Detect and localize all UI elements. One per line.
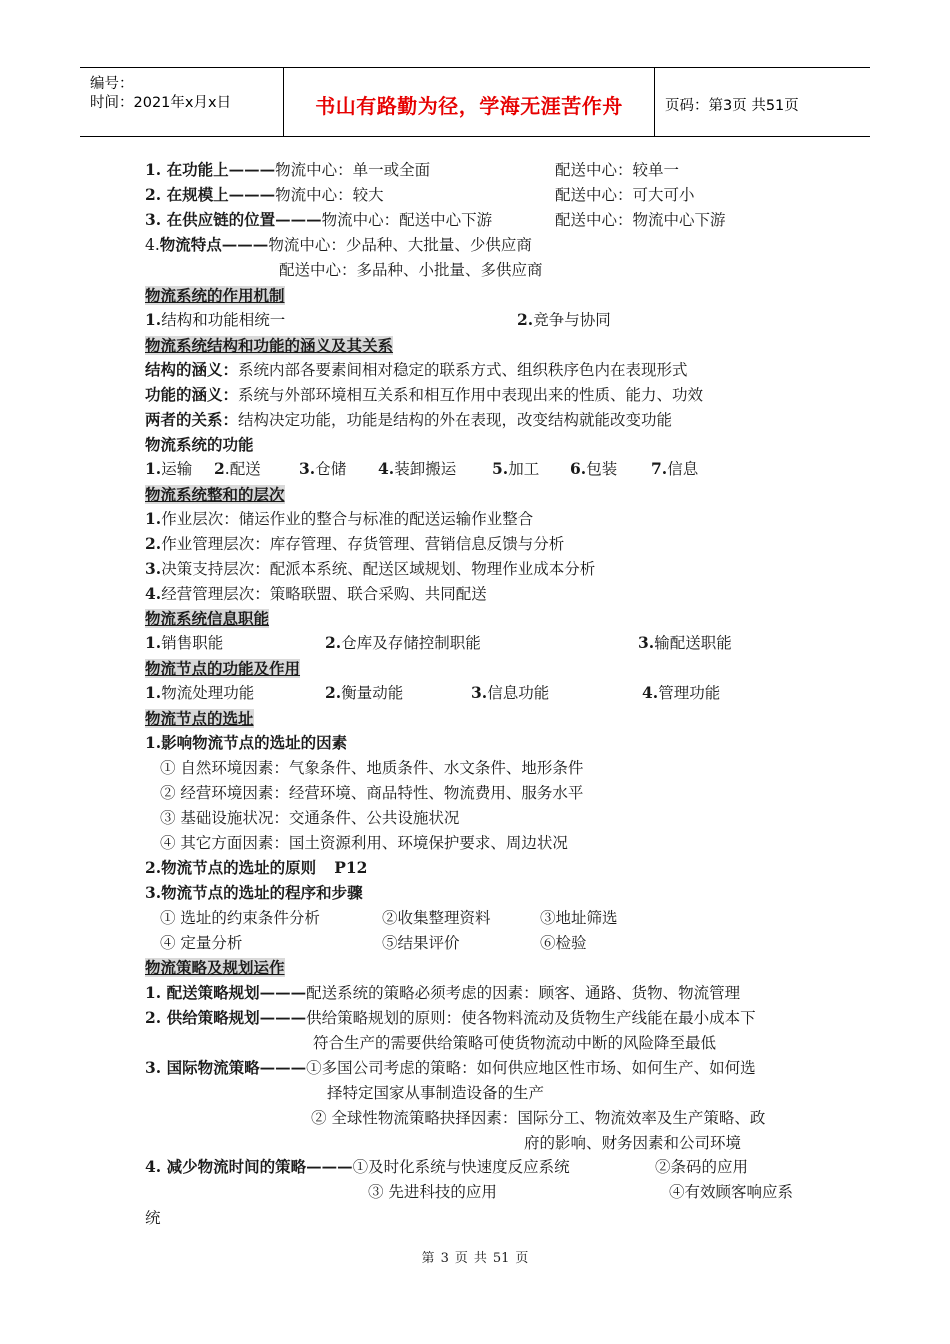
section-heading: 物流节点的功能及作用 (145, 659, 301, 678)
list-item: ②收集整理资料 (382, 909, 491, 927)
section-heading: 物流系统信息职能 (145, 609, 270, 628)
list-item: 1.销售职能 (145, 633, 224, 652)
comparison-row: 1. 在功能上———物流中心：单一或全面 (145, 160, 431, 179)
motto: 书山有路勤为径，学海无涯苦作舟 (315, 94, 623, 118)
definition-row: 功能的涵义：系统与外部环境相互关系和相互作用中表现出来的性质、能力、功效 (145, 385, 704, 404)
comparison-row: 配送中心：多品种、小批量、多供应商 (279, 261, 543, 279)
list-item: 2.作业管理层次：库存管理、存货管理、营销信息反馈与分析 (145, 534, 565, 553)
comparison-right: 配送中心：较单一 (555, 161, 680, 179)
list-item: ⑤结果评价 (382, 934, 460, 952)
definition-row: 结构的涵义：系统内部各要素间相对稳定的联系方式、组织秩序色内在表现形式 (145, 360, 688, 379)
list-item: 3.决策支持层次：配派本系统、配送区域规划、物理作业成本分析 (145, 559, 596, 578)
strategy-item: 4. 减少物流时间的策略———①及时化系统与快速度反应系统 (145, 1157, 570, 1176)
section-heading: 物流系统的作用机制 (145, 286, 285, 305)
section-heading: 物流系统整和的层次 (145, 485, 285, 504)
page-footer: 第 3 页 共 51 页 (421, 1251, 529, 1266)
strategy-continuation: 统 (145, 1209, 161, 1227)
section-heading: 物流系统结构和功能的涵义及其关系 (145, 336, 394, 355)
list-item: 1.结构和功能相统一 (145, 310, 286, 329)
subheading: 3.物流节点的选址的程序和步骤 (145, 883, 363, 902)
list-item: ④ 定量分析 (160, 934, 243, 952)
list-item: ② 经营环境因素：经营环境、商品特性、物流费用、服务水平 (160, 784, 584, 802)
page-indicator: 页码：第3页 共51页 (665, 98, 799, 114)
list-item: 4.装卸搬运 (378, 459, 457, 478)
list-item: 1.物流处理功能 (145, 683, 255, 702)
comparison-row: 2. 在规模上———物流中心：较大 (145, 185, 384, 204)
comparison-row: 4.物流特点———物流中心：少品种、大批量、少供应商 (145, 235, 532, 254)
list-item: 4.管理功能 (642, 683, 721, 702)
comparison-right: 配送中心：可大可小 (555, 186, 695, 204)
header-info-cell (80, 68, 284, 136)
list-item: 2.衡量动能 (325, 683, 404, 702)
section-heading: 物流策略及规划运作 (145, 958, 285, 977)
strategy-subitem: ②条码的应用 (655, 1158, 749, 1176)
document-number: 编号： (90, 76, 134, 92)
list-item: 7.信息 (651, 459, 699, 478)
strategy-subitem: ③ 先进科技的应用 (368, 1183, 497, 1201)
strategy-item: 3. 国际物流策略———①多国公司考虑的策略：如何供应地区性市场、如何生产、如何选 (145, 1058, 756, 1077)
document-date: 时间：2021年x月x日 (90, 95, 232, 111)
definition-row: 两者的关系：结构决定功能，功能是结构的外在表现，改变结构就能改变功能 (145, 410, 673, 429)
comparison-right: 配送中心：物流中心下游 (555, 211, 726, 229)
subheading: 2.物流节点的选址的原则 P12 (145, 858, 368, 877)
list-item: 2.竞争与协同 (517, 310, 611, 329)
strategy-continuation: 府的影响、财务因素和公司环境 (524, 1134, 742, 1152)
strategy-subitem: ④有效顾客响应系 (669, 1183, 794, 1201)
list-item: ④ 其它方面因素：国土资源利用、环境保护要求、周边状况 (160, 834, 568, 852)
list-item: 1.作业层次：储运作业的整合与标准的配送运输作业整合 (145, 509, 534, 528)
list-item: 4.经营管理层次：策略联盟、联合采购、共同配送 (145, 584, 487, 603)
header-page-cell (655, 68, 870, 136)
strategy-continuation: ② 全球性物流策略抉择因素：国际分工、物流效率及生产策略、政 (311, 1109, 766, 1127)
list-item: 1.运输 (145, 459, 193, 478)
header-motto-cell (284, 68, 655, 136)
list-item: 2.配送 (214, 459, 261, 478)
subheading: 1.影响物流节点的选址的因素 (145, 733, 348, 752)
list-item: 5.加工 (492, 459, 540, 478)
list-item: 3.仓储 (299, 459, 347, 478)
list-item: ⑥检验 (540, 934, 587, 952)
list-item: ③ 基础设施状况：交通条件、公共设施状况 (160, 809, 460, 827)
list-item: ① 自然环境因素：气象条件、地质条件、水文条件、地形条件 (160, 759, 584, 777)
section-heading: 物流节点的选址 (145, 709, 254, 728)
section-heading: 物流系统的功能 (145, 435, 254, 454)
strategy-item: 2. 供给策略规划———供给策略规划的原则：使各物料流动及货物生产线能在最小成本下 (145, 1008, 756, 1027)
list-item: ① 选址的约束条件分析 (160, 909, 320, 927)
comparison-row: 3. 在供应链的位置———物流中心：配送中心下游 (145, 210, 493, 229)
strategy-continuation: 符合生产的需要供给策略可使货物流动中断的风险降至最低 (313, 1034, 717, 1052)
page-header (80, 67, 870, 137)
list-item: 2.仓库及存储控制职能 (325, 633, 481, 652)
list-item: 3.输配送职能 (638, 633, 732, 652)
strategy-continuation: 择特定国家从事制造设备的生产 (327, 1084, 545, 1102)
list-item: 6.包装 (570, 459, 618, 478)
list-item: ③地址筛选 (540, 909, 618, 927)
list-item: 3.信息功能 (471, 683, 550, 702)
strategy-item: 1. 配送策略规划———配送系统的策略必须考虑的因素：顾客、通路、货物、物流管理 (145, 983, 741, 1002)
